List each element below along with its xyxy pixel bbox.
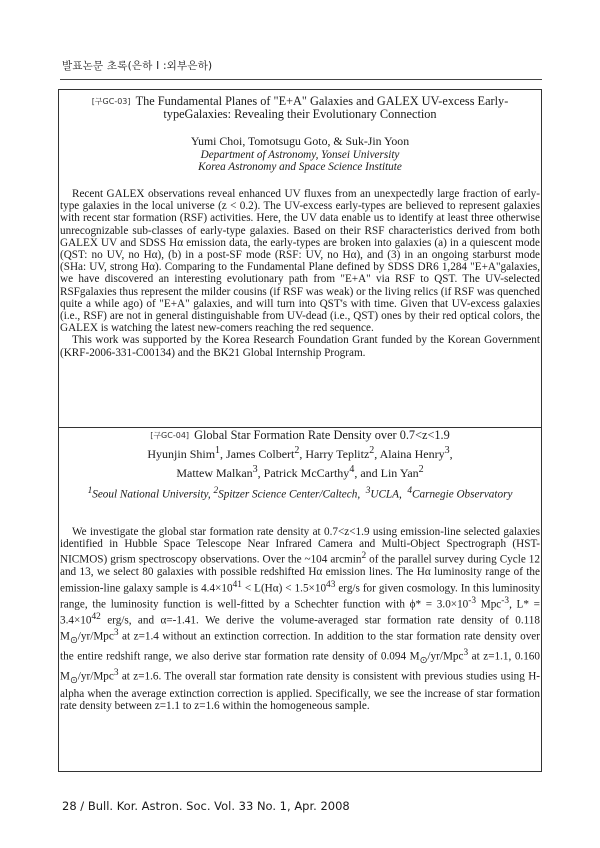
author-superscript: 2 <box>294 445 300 456</box>
abstract-title <box>60 95 540 121</box>
affiliation-number: 3 <box>365 486 371 496</box>
affiliation-line: Department of Astronomy, Yonsei University <box>200 149 400 161</box>
abstract-affiliation <box>60 149 540 173</box>
affiliation-text: Spitzer Science Center/Caltech <box>218 488 358 501</box>
body-paragraph: This work was supported by the Korea Research Foundation Grant funded by the Korean Government (KRF-2006-331-C00134) and the BK21 Global Internship Program. <box>60 334 540 359</box>
running-header: 발표논문 초록(은하 I :외부은하) <box>62 60 213 72</box>
author-superscript: 2 <box>418 464 424 475</box>
affiliation-text: Carnegie Observatory <box>412 488 513 501</box>
abstract-code: [구GC-03] <box>91 97 131 106</box>
affiliation-text: Seoul National University <box>92 488 208 501</box>
author-superscript: 2 <box>369 445 375 456</box>
author-name: Hyunjin Shim <box>147 447 216 461</box>
header-rule <box>60 79 542 80</box>
abstract-authors: Yumi Choi, Tomotsugu Goto, & Suk-Jin Yoon <box>190 134 410 148</box>
abstract-gc03 <box>60 95 540 359</box>
affiliation-number: 2 <box>213 486 219 496</box>
abstract-title <box>60 429 540 442</box>
author-name: Harry Teplitz <box>305 447 370 461</box>
author-superscript: 4 <box>349 464 355 475</box>
abstract-title-text: Global Star Formation Rate Density over 0.7<z<1.9 <box>194 428 450 442</box>
page-footer: 28 / Bull. Kor. Astron. Soc. Vol. 33 No. 1, Apr. 2008 <box>62 799 350 813</box>
abstract-code: [구GC-04] <box>150 431 190 440</box>
abstract-gc04 <box>60 429 540 712</box>
abstract-affiliation: $^1$Seoul National University, $^2$Spitzer Science Center/Caltech, $^3$UCLA, $^4$Carnegie Observatory <box>87 486 513 501</box>
author-superscript: 3 <box>444 445 450 456</box>
affiliation-text: UCLA <box>370 488 399 501</box>
abstract-body: We investigate the global star formation rate density at 0.7<z<1.9 using emission-line selected galaxies identified in Hubble Space Telescope Near Infrared Camera and Multi-Object Spectrograph (HST-NICMOS) grism spectroscopy observations. Over the ~104 arcmin$^2$ of the parallel survey during Cycle 12 and 13, we select 80 galaxies with possible redshifted Hα emission lines. The Hα luminosity range of the emission-line galaxy sample is $4.4\times 10^{41} < L(H\alpha) < 1.5\times 10^{43}$ erg/s for given cosmology. In this luminosity range, the luminosity function is well-fitted by a Schechter function with $\phi* = 3.0\times 10^{-3}$ Mpc$^{-3}$, $L* = 3.4\times 10^{42}$ erg/s, and α=-1.41. We derive the volume-averaged star formation rate density of 0.118 $M_⊙/yr/Mpc^3$ at z=1.4 without an extinction correction. In addition to the star formation rate density over the entire redshift range, we also derive star formation rate density of 0.094 $M_⊙/yr/Mpc^3$ at z=1.1, 0.160 $M_⊙/yr/Mpc^3$ at z=1.6. The overall star formation rate density is consistent with previous studies using H-alpha when the average extinction correction is applied. Specifically, we see the increase of star formation rate density between z=1.1 to z=1.6 within the homogeneous sample. <box>60 525 541 712</box>
body-paragraph: Recent GALEX observations reveal enhanced UV fluxes from an unexpectedly large fraction of early-type galaxies in the local universe (z < 0.2). The UV-excess early-types are believed to represent galaxies with recent star formation (RSF) activities. Here, the UV data enable us to identify at least three otherwise unrecognizable sub-classes of early-type galaxies. Based on their RSF characteristics derived from both GALEX UV and SDSS Hα emission data, the early-types are broken into galaxies (a) in a quiescent mode (QST: no UV, no Hα), (b) in a post-SF mode (RSF: UV, no Hα), and (3) in an ongoing starburst mode (SHa: UV, strong Hα). Comparing to the Fundamental Plane defined by SDSS DR6 1,284 "E+A"galaxies, we have discovered an interesting evolutionary path from "E+A" via RSF to QST. The UV-selected RSFgalaxies thus represent the milder cousins (if RSF was weak) or the living relics (if RSF was quenched quite a while ago) of "E+A" galaxies, and will turn into QST's with time. Given that UV-excess galaxies (i.e., RSF) are not in general distinguishable from UV-dead (i.e., QST) ones by their red optical colors, the GALEX is watching the latest new-comers reaching the red sequence. <box>60 188 540 335</box>
abstract-body <box>60 188 540 359</box>
author-superscript: 3 <box>252 464 258 475</box>
author-name: Alaina Henry <box>379 447 445 461</box>
author-name: Patrick McCarthy <box>263 466 350 480</box>
affiliation-line: Korea Astronomy and Space Science Institute <box>198 161 402 173</box>
author-name: James Colbert <box>226 447 295 461</box>
abstract-title-text: The Fundamental Planes of "E+A" Galaxies and GALEX UV-excess Early-typeGalaxies: Revealing their Evolutionary Connection <box>135 94 509 121</box>
author-name: Mattew Malkan <box>176 466 253 480</box>
author-line: Mattew Malkan$^3$, Patrick McCarthy$^4$, and Lin Yan$^2$ <box>176 464 424 480</box>
affiliation-number: 4 <box>407 486 413 496</box>
author-line: Hyunjin Shim$^1$, James Colbert$^2$, Harry Teplitz$^2$, Alaina Henry$^3$, <box>147 445 453 461</box>
author-name: Lin Yan <box>380 466 419 480</box>
affiliation-number: 1 <box>87 486 93 496</box>
author-superscript: 1 <box>215 445 221 456</box>
abstract-authors <box>60 443 540 481</box>
